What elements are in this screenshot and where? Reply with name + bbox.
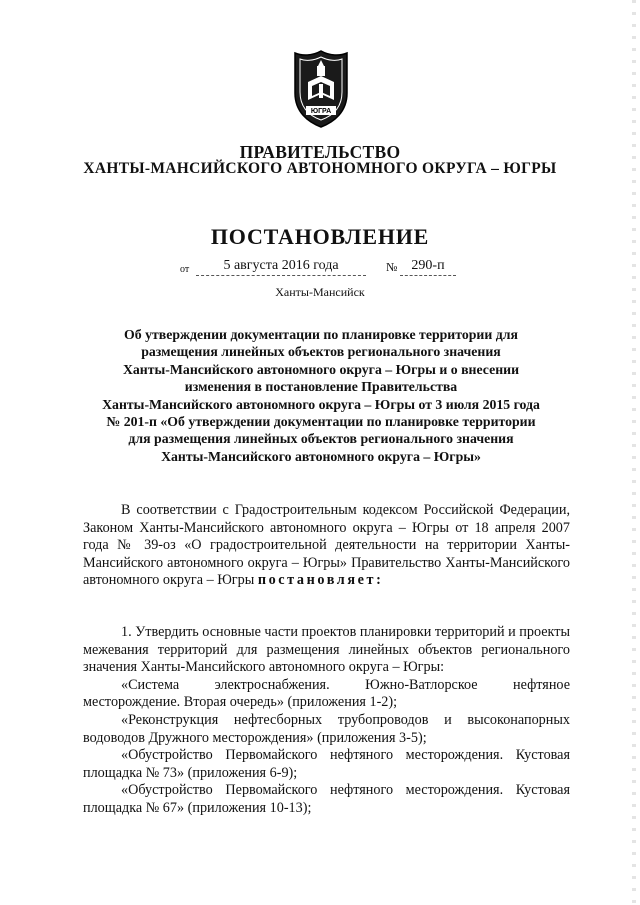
emblem-text: ЮГРА (310, 108, 332, 115)
coat-of-arms-emblem (290, 48, 352, 130)
subject-line: Ханты-Мансийского автономного округа – Югры от 3 июля 2015 года (102, 396, 540, 412)
subject-line: изменения в постановление Правительства (184, 379, 458, 395)
list-item: «Система электроснабжения. Южно-Ватлорское нефтяное месторождение. Вторая очередь» (приложения 1-2); (83, 676, 570, 711)
date-prefix: от (180, 264, 190, 275)
document-type-heading: ПОСТАНОВЛЕНИЕ (210, 224, 430, 249)
document-subject (100, 326, 542, 465)
preamble-text: В соответствии с Градостроительным кодексом Российской Федерации, Законом Ханты-Мансийского автономного округа – Югры от 18 апреля 2007 года № 39-оз «О градостроительной деятельности на территории Ханты-Мансийского автономного округа – Югры» Правительство Ханты-Мансийского автономного округа – Югры (83, 502, 570, 589)
resolves-text: постановляет: (257, 572, 384, 589)
document-number: 290-п (400, 258, 456, 276)
item-1-intro: 1. Утвердить основные части проектов планировки территорий и проекты межевания территорий для размещения линейных объектов регионального значения Ханты-Мансийского автономного округа – Югры: (83, 624, 570, 676)
subject-line: № 201-п «Об утверждении документации по планировке территории (106, 414, 536, 430)
subject-line: Ханты-Мансийского автономного округа – Югры и о внесении (122, 361, 520, 377)
issue-city: Ханты-Мансийск (275, 285, 365, 299)
document-date: 5 августа 2016 года (196, 258, 366, 276)
subject-line: размещения линейных объектов регионального значения (141, 344, 501, 360)
subject-line: Ханты-Мансийского автономного округа – Югры» (161, 448, 481, 464)
government-title: ПРАВИТЕЛЬСТВО (239, 142, 401, 162)
subject-line: Об утверждении документации по планировке территории для (124, 327, 518, 342)
date-number-line (180, 258, 480, 278)
scan-edge-marks (632, 0, 636, 905)
number-prefix: № (386, 260, 398, 274)
item-1-section (83, 624, 570, 818)
list-item: «Обустройство Первомайского нефтяного месторождения. Кустовая площадка № 73» (приложения 6-9); (83, 747, 570, 781)
preamble-paragraph (83, 502, 570, 590)
subject-line: для размещения линейных объектов регионального значения (128, 431, 514, 447)
region-title: ХАНТЫ-МАНСИЙСКОГО АВТОНОМНОГО ОКРУГА – ЮГРЫ (83, 160, 557, 177)
list-item: «Реконструкция нефтесборных трубопроводов и высоконапорных водоводов Дружного месторождения» (приложения 3-5); (83, 711, 570, 746)
list-item: «Обустройство Первомайского нефтяного месторождения. Кустовая площадка № 67» (приложения 10-13); (83, 782, 570, 816)
